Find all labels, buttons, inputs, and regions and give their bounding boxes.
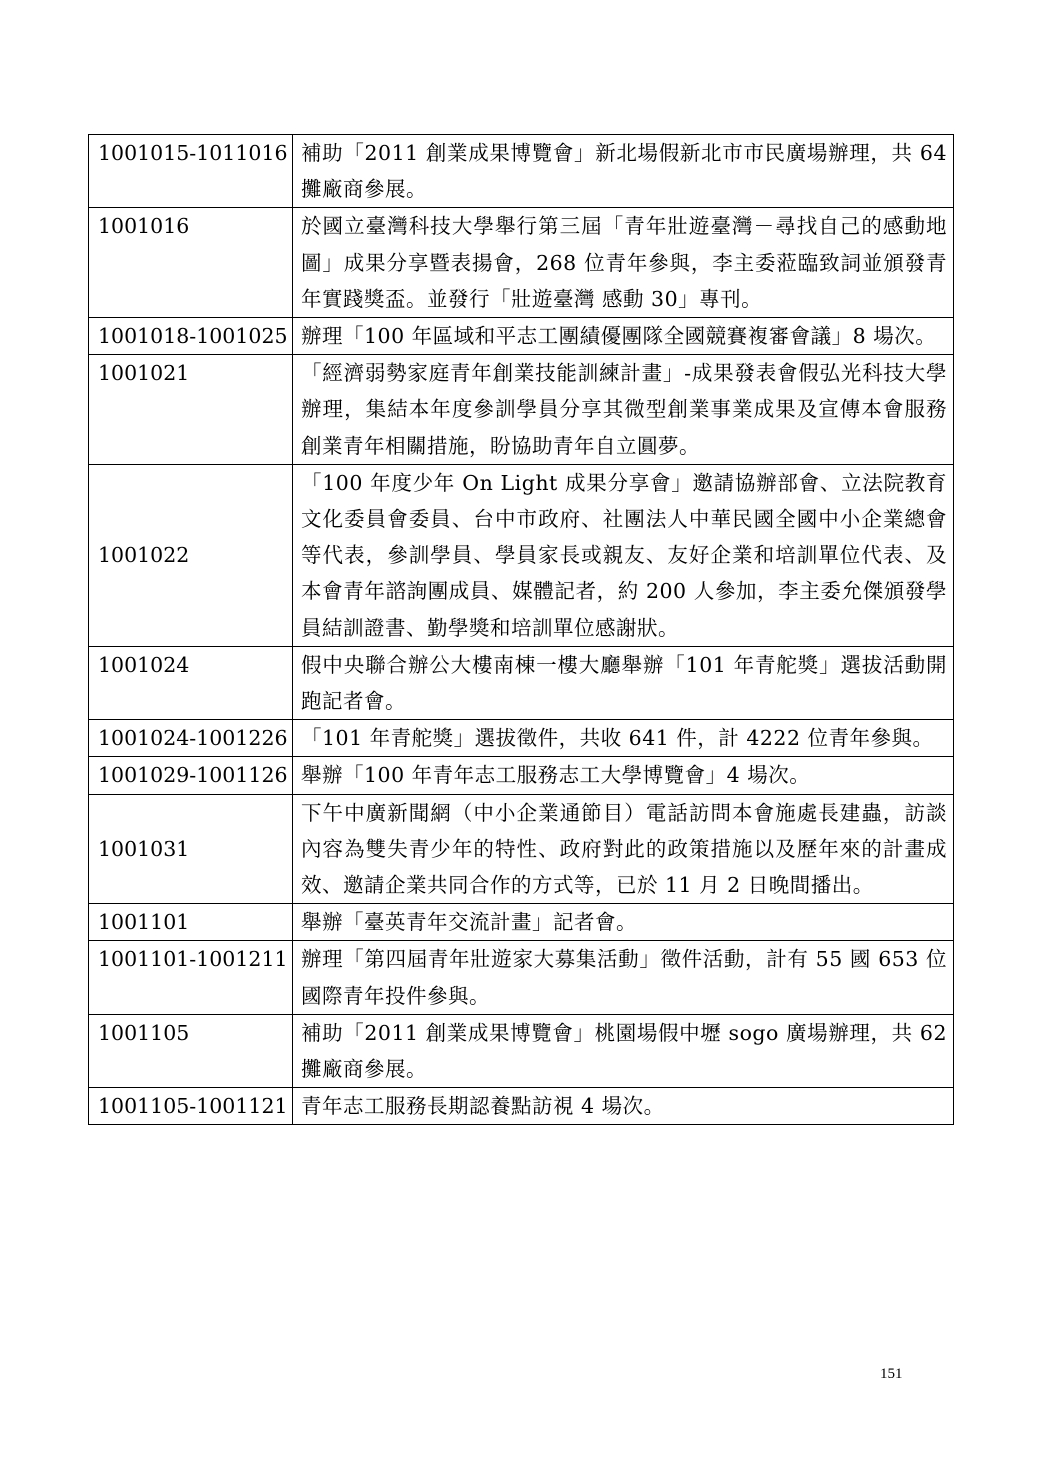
date-cell: 1001024 <box>89 646 293 719</box>
date-cell: 1001031 <box>89 794 293 904</box>
table-row <box>89 1088 954 1125</box>
table-row <box>89 720 954 757</box>
table-row <box>89 794 954 904</box>
table-row <box>89 646 954 719</box>
description-cell: 假中央聯合辦公大樓南棟一樓大廳舉辦「101 年青舵獎」選拔活動開跑記者會。 <box>293 646 954 719</box>
description-cell: 「經濟弱勢家庭青年創業技能訓練計畫」-成果發表會假弘光科技大學辦理，集結本年度參訓學員分享其微型創業事業成果及宣傳本會服務創業青年相關措施，盼協助青年自立圓夢。 <box>293 355 954 465</box>
table-row <box>89 757 954 794</box>
description-cell: 「101 年青舵獎」選拔徵件，共收 641 件，計 4222 位青年參與。 <box>293 720 954 757</box>
description-cell: 於國立臺灣科技大學舉行第三屆「青年壯遊臺灣－尋找自己的感動地圖」成果分享暨表揚會，268 位青年參與，李主委蒞臨致詞並頒發青年實踐獎盃。並發行「壯遊臺灣 感動 30」專刊。 <box>293 208 954 318</box>
date-cell: 1001101 <box>89 904 293 941</box>
date-cell: 1001029-1001126 <box>89 757 293 794</box>
description-cell: 辦理「100 年區域和平志工團績優團隊全國競賽複審會議」8 場次。 <box>293 318 954 355</box>
description-cell: 舉辦「臺英青年交流計畫」記者會。 <box>293 904 954 941</box>
date-cell: 1001101-1001211 <box>89 941 293 1014</box>
table-row <box>89 941 954 1014</box>
date-cell: 1001015-1011016 <box>89 135 293 208</box>
date-cell: 1001024-1001226 <box>89 720 293 757</box>
description-cell: 「100 年度少年 On Light 成果分享會」邀請協辦部會、立法院教育文化委員會委員、台中市政府、社團法人中華民國全國中小企業總會等代表，參訓學員、學員家長或親友、友好企業和培訓單位代表、及本會青年諮詢團成員、媒體記者，約 200 人參加，李主委允傑頒發學員結訓證書、勤學獎和培訓單位感謝狀。 <box>293 464 954 646</box>
date-cell: 1001105-1001121 <box>89 1088 293 1125</box>
date-cell: 1001105 <box>89 1014 293 1087</box>
event-records-table <box>88 134 954 1125</box>
table-row <box>89 904 954 941</box>
table-row <box>89 208 954 318</box>
date-cell: 1001016 <box>89 208 293 318</box>
page-number: 151 <box>880 1366 903 1382</box>
table-row <box>89 135 954 208</box>
table-row <box>89 464 954 646</box>
table-row <box>89 318 954 355</box>
date-cell: 1001021 <box>89 355 293 465</box>
description-cell: 青年志工服務長期認養點訪視 4 場次。 <box>293 1088 954 1125</box>
description-cell: 舉辦「100 年青年志工服務志工大學博覽會」4 場次。 <box>293 757 954 794</box>
date-cell: 1001022 <box>89 464 293 646</box>
description-cell: 補助「2011 創業成果博覽會」桃園場假中壢 sogo 廣場辦理，共 62 攤廠商參展。 <box>293 1014 954 1087</box>
table-row <box>89 355 954 465</box>
table-row <box>89 1014 954 1087</box>
description-cell: 補助「2011 創業成果博覽會」新北場假新北市市民廣場辦理，共 64 攤廠商參展。 <box>293 135 954 208</box>
date-cell: 1001018-1001025 <box>89 318 293 355</box>
description-cell: 辦理「第四屆青年壯遊家大募集活動」徵件活動，計有 55 國 653 位國際青年投件參與。 <box>293 941 954 1014</box>
description-cell: 下午中廣新聞網（中小企業通節目）電話訪問本會施處長建蟲，訪談內容為雙失青少年的特性、政府對此的政策措施以及歷年來的計畫成效、邀請企業共同合作的方式等，已於 11 月 2 日晚間播出。 <box>293 794 954 904</box>
